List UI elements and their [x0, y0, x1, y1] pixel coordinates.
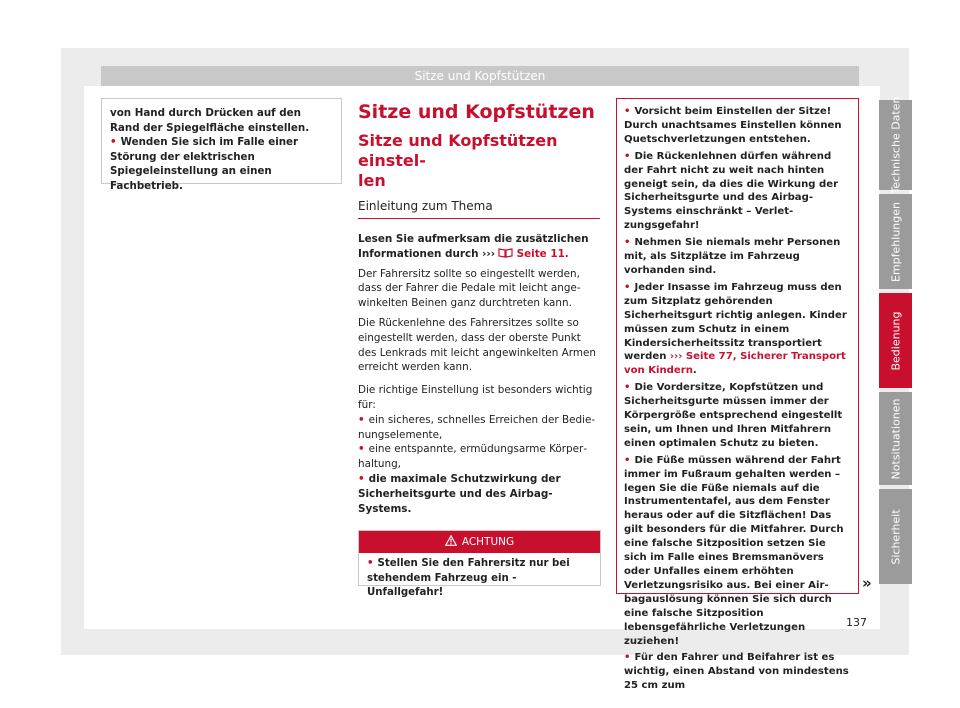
warning-triangle-icon — [445, 535, 457, 546]
kids-transport-link[interactable]: ››› Seite 77, Sicherer Transport von Kindern — [624, 351, 846, 377]
list-item: • Jeder Insasse im Fahrzeug muss den zum Sitzplatz gehörenden Sicherheitsgurt richtig anlegen. Kinder müssen zum Schutz in einem Kindersicherheitssitz transportiert werden ››› Seite 77, Sicherer Transport von Kindern. — [624, 281, 851, 378]
section-title — [358, 131, 600, 191]
warning-item — [367, 557, 593, 601]
list-item — [624, 454, 851, 649]
section-title-line2: len — [358, 171, 386, 190]
book-reference-icon — [498, 247, 513, 258]
warning-header — [359, 531, 600, 553]
paragraph-1: Der Fahrersitz sollte so eingestellt werden, dass der Fahrer die Pedale mit leicht angewinkelten Beinen ganz durchtreten kann. — [358, 267, 581, 310]
list-item — [358, 413, 600, 443]
left-box-text: von Hand durch Drücken auf den Rand der Spiegelfläche einstellen. — [110, 107, 310, 134]
left-box-content — [110, 106, 333, 194]
list-item-text: Jeder Insasse im Fahrzeug muss den zum Sitzplatz gehörenden Sicherheitsgurt richtig anlegen. Kinder müssen zum Schutz in einem Kindersicherheitssitz transportiert werden — [624, 281, 847, 363]
left-box-bullet — [110, 135, 333, 193]
list-item-text: ein sicheres, schnelles Erreichen der Bedienungselemente, — [358, 413, 596, 441]
tab-empfehlungen[interactable] — [879, 194, 912, 289]
right-box-content — [624, 105, 851, 693]
list-item-text: Die Füße müssen während der Fahrt immer im Fußraum gehalten werden – legen Sie die Füße niemals auf die Instrumententafel, aus dem Fenster heraus oder auf die Sitzflächen! Das gilt besonders für die Mitfahrer. Durch eine falsche Sitzposition setzen Sie sich im Falle eines Bremsmanövers oder Unfalles einem erhöhten Verletzungsrisiko aus. Bei einer Airbagauslösung können Sie sich durch eine falsche Sitzposition lebensgefährliche Verletzungen zuziehen! — [624, 454, 844, 647]
list-item — [624, 105, 851, 147]
subsection-title: Einleitung zum Thema — [358, 199, 493, 213]
page-number: 137 — [846, 616, 867, 629]
paragraph-2: Die Rückenlehne des Fahrersitzes sollte so eingestellt werden, dass der oberste Punkt des Lenkrads mit leicht angewinkelten Armen erreicht werden kann. — [358, 316, 596, 374]
list-item-text: eine entspannte, ermüdungsarme Körperhaltung, — [358, 443, 588, 471]
left-box-bullet-text: Wenden Sie sich im Falle einer Störung der elektrischen Spiegeleinstellung an einen Fachbetrieb. — [110, 136, 299, 192]
warning-title: ACHTUNG — [461, 536, 515, 548]
warning-text: Stellen Sie den Fahrersitz nur bei stehendem Fahrzeug ein - Unfallgefahr! — [367, 558, 570, 598]
tab-notsituationen[interactable] — [879, 392, 912, 485]
continue-marker: » — [862, 574, 872, 592]
list-item — [624, 236, 851, 278]
intro-page-link[interactable]: Seite 11. — [516, 247, 569, 260]
list-item — [358, 442, 600, 472]
list-item-text: Die Rückenlehnen dürfen während der Fahrt nicht zu weit nach hinten geneigt sein, da dies die Wirkung der Sicherheitsgurte und des Airbag-Systems einschränkt – Verletzungsgefahr! — [624, 150, 839, 232]
warning-box — [358, 530, 601, 598]
page-header: Sitze und Kopfstützen — [101, 66, 859, 86]
tab-label: Bedienung — [889, 310, 902, 371]
left-continuation-box — [101, 98, 342, 192]
list-item-text: Nehmen Sie niemals mehr Personen mit, als Sitzplätze im Fahrzeug vorhanden sind. — [624, 237, 841, 276]
page-title: Sitze und Kopfstützen — [358, 101, 595, 123]
tab-label: Sicherheit — [889, 508, 902, 565]
list-item — [358, 472, 600, 516]
list-item-text: die maximale Schutzwirkung der Sicherheitsgurte und des Airbag-Systems. — [358, 472, 561, 515]
tab-label: Technische Daten — [889, 96, 902, 194]
paragraph-3: Die richtige Einstellung ist besonders wichtig für: — [358, 384, 593, 411]
list-item — [624, 381, 851, 451]
list-item-text: Vorsicht beim Einstellen der Sitze! Durch unachtsames Einstellen können Quetschverletzungen entstehen. — [624, 106, 842, 145]
section-title-line1: Sitze und Kopfstützen einstel- — [358, 131, 558, 170]
tab-label: Notsituationen — [889, 398, 902, 479]
middle-column — [358, 101, 600, 516]
intro-text: Lesen Sie aufmerksam die zusätzlichen Informationen durch ››› — [358, 233, 589, 260]
list-item — [624, 150, 851, 233]
list-item-text: Die Vordersitze, Kopfstützen und Sicherheitsgurte müssen immer der Körpergröße entsprechend eingestellt sein, um Ihnen und Ihren Mitfahrern einen optimalen Schutz zu bieten. — [624, 382, 843, 449]
list-item-text: Für den Fahrer und Beifahrer ist es wichtig, einen Abstand von mindestens 25 cm zum — [624, 652, 849, 692]
tab-sicherheit[interactable] — [879, 489, 912, 584]
tab-bedienung[interactable] — [879, 293, 912, 388]
tab-technische-daten[interactable] — [879, 96, 912, 194]
tab-label: Empfehlungen — [889, 201, 902, 282]
list-item — [624, 651, 851, 693]
